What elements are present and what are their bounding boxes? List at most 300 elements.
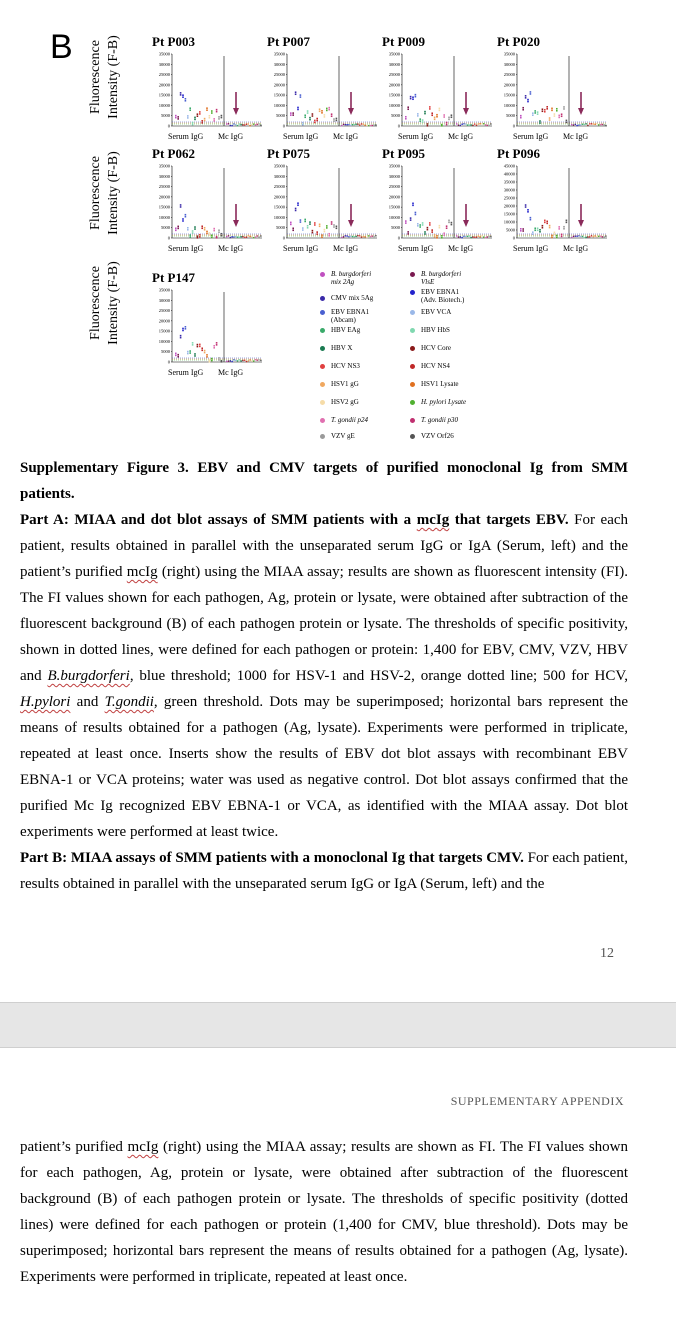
legend-marker xyxy=(410,346,415,351)
data-point xyxy=(422,119,424,121)
data-point xyxy=(242,236,243,237)
data-point xyxy=(312,232,314,234)
data-point xyxy=(520,228,522,230)
legend-marker xyxy=(410,290,415,295)
data-point xyxy=(258,123,259,124)
data-point xyxy=(197,344,199,346)
x-group-label-serum: Serum IgG xyxy=(168,368,204,377)
y-tick-label: 0 xyxy=(282,235,285,241)
data-point xyxy=(180,204,182,206)
data-point xyxy=(525,204,527,206)
data-point xyxy=(295,208,297,210)
data-point xyxy=(206,356,208,358)
data-point xyxy=(368,235,369,236)
data-point xyxy=(197,113,199,115)
data-point xyxy=(249,359,250,360)
legend-label: EBV EBNA1 (Abcam) xyxy=(331,308,370,324)
data-point xyxy=(456,235,457,236)
data-point xyxy=(300,96,302,98)
data-point xyxy=(297,202,299,204)
data-point xyxy=(248,235,249,236)
data-point xyxy=(476,125,477,126)
data-point xyxy=(228,361,229,362)
data-point xyxy=(242,360,243,361)
data-point xyxy=(218,116,220,118)
legend-marker xyxy=(320,272,325,277)
data-point xyxy=(573,236,574,237)
arrow-head xyxy=(233,108,239,115)
data-point xyxy=(307,112,309,114)
data-point xyxy=(527,99,529,101)
y-tick-label: 20000 xyxy=(388,82,400,88)
arrow-head xyxy=(578,220,584,227)
data-point xyxy=(290,222,292,224)
data-point xyxy=(304,219,306,221)
data-point xyxy=(539,229,541,231)
legend-label: VZV gE xyxy=(331,432,355,440)
data-point xyxy=(481,235,482,236)
data-point xyxy=(307,110,309,112)
panel-title: Pt P062 xyxy=(152,146,195,161)
data-point xyxy=(598,124,599,125)
data-point xyxy=(180,92,182,94)
legend-item xyxy=(410,398,550,406)
data-point xyxy=(542,108,544,110)
data-point xyxy=(539,120,541,122)
data-point xyxy=(192,122,194,124)
y-axis-label-row1: Fluorescence Intensity (F-B) xyxy=(88,35,121,119)
data-point xyxy=(461,124,462,125)
data-point xyxy=(211,358,213,360)
legend-item xyxy=(410,362,550,370)
legend-marker xyxy=(410,418,415,423)
data-point xyxy=(363,236,364,237)
data-point xyxy=(554,115,556,117)
data-point xyxy=(237,237,238,238)
data-point xyxy=(483,236,484,237)
data-point xyxy=(257,235,258,236)
data-point xyxy=(260,360,261,361)
x-group-label-mc: Mc IgG xyxy=(333,132,359,141)
figure-panel-letter: B xyxy=(50,28,73,66)
data-point xyxy=(417,115,419,117)
data-point xyxy=(348,236,349,237)
chart-panel xyxy=(380,146,502,256)
data-point xyxy=(448,222,450,224)
data-point xyxy=(441,235,443,237)
y-tick-label: 15000 xyxy=(273,204,285,210)
caption-part-a-body: For each patient, results obtained in parallel with the unseparated serum IgG or IgA (Serum, left) and the patient’s purified mcIg (right) using the MIAA assay; results are shown as fluorescent intensity (FI). The FI values shown for each pathogen, Ag, protein or lysate, were obtained after subtraction of the fluorescent background (B) of each pathogen protein or lysate. The thresholds of specific positivity, shown in dotted lines, were defined for each pathogen or protein: 1,400 for EBV, CMV, VZV, HBV and B.burgdorferi, blue threshold; 1000 for HSV-1 and HSV-2, orange dotted line; 500 for HCV, H.pylori and T.gondii, green threshold. Dots may be superimposed; horizontal bars represent the means of results obtained for a pathogen (Ag, lysate). Experiments were performed in triplicate, repeated at least once. Inserts show the results of EBV dot blot assays with recombinant EBV EBNA-1 or VCA proteins; water was used as negative control. Dot blot assays confirmed that the purified Mc Ig recognized EBV EBNA-1 or VCA, as identified with the MIAA assay. Dot blot experiments were performed at least twice. xyxy=(20,512,629,840)
panel-plot xyxy=(265,162,381,242)
y-tick-label: 30000 xyxy=(273,173,285,179)
data-point xyxy=(314,120,316,122)
data-point xyxy=(441,125,443,127)
y-tick-label: 30000 xyxy=(273,61,285,67)
data-point xyxy=(231,125,232,126)
data-point xyxy=(309,119,311,121)
y-tick-label: 20000 xyxy=(273,82,285,88)
legend-marker xyxy=(320,310,325,315)
y-tick-label: 15000 xyxy=(388,204,400,210)
y-axis-label-row3: Fluorescence Intensity (F-B) xyxy=(88,261,121,345)
arrow-head xyxy=(463,220,469,227)
data-point xyxy=(187,351,189,353)
data-point xyxy=(575,235,576,236)
data-point xyxy=(211,110,213,112)
data-point xyxy=(319,223,321,225)
data-point xyxy=(537,229,539,231)
y-tick-label: 15000 xyxy=(158,204,170,210)
data-point xyxy=(230,360,231,361)
data-point xyxy=(549,227,551,229)
data-point xyxy=(474,237,475,238)
data-point xyxy=(314,122,316,124)
data-point xyxy=(206,354,208,356)
page-separator xyxy=(0,1002,676,1048)
chart-panel xyxy=(150,34,272,144)
data-point xyxy=(295,93,297,95)
data-point xyxy=(255,359,256,360)
y-tick-label: 5000 xyxy=(161,113,170,119)
data-point xyxy=(361,123,362,124)
caption-part-b-body: For each patient, results obtained in parallel with the unseparated serum IgG or IgA (Serum, left) and the xyxy=(20,850,629,892)
data-point xyxy=(522,230,524,232)
data-point xyxy=(336,118,338,120)
y-tick-label: 20000 xyxy=(158,82,170,88)
data-point xyxy=(478,123,479,124)
x-group-label-mc: Mc IgG xyxy=(563,132,589,141)
data-point xyxy=(458,236,459,237)
legend-marker xyxy=(410,272,415,277)
data-point xyxy=(366,237,367,238)
data-point xyxy=(175,353,177,355)
y-tick-label: 35000 xyxy=(503,51,515,57)
data-point xyxy=(350,125,351,126)
data-point xyxy=(204,227,206,229)
data-point xyxy=(199,236,201,238)
data-point xyxy=(233,236,234,237)
data-point xyxy=(199,344,201,346)
data-point xyxy=(429,106,431,108)
data-point xyxy=(253,237,254,238)
y-tick-label: 0 xyxy=(282,123,285,129)
data-point xyxy=(589,236,590,237)
legend-marker xyxy=(410,310,415,315)
data-point xyxy=(472,125,473,126)
data-point xyxy=(244,124,245,125)
data-point xyxy=(216,109,218,111)
data-point xyxy=(319,110,321,112)
data-point xyxy=(199,346,201,348)
data-point xyxy=(235,124,236,125)
data-point xyxy=(578,235,579,236)
data-point xyxy=(316,120,318,122)
data-point xyxy=(600,124,601,125)
y-tick-label: 20000 xyxy=(273,194,285,200)
data-point xyxy=(582,236,583,237)
data-point xyxy=(239,359,240,360)
data-point xyxy=(221,361,223,363)
data-point xyxy=(192,230,194,232)
data-point xyxy=(429,222,431,224)
data-point xyxy=(566,220,568,222)
data-point xyxy=(431,114,433,116)
data-point xyxy=(546,223,548,225)
data-point xyxy=(571,124,572,125)
data-point xyxy=(175,115,177,117)
data-point xyxy=(180,335,182,337)
y-tick-label: 5000 xyxy=(276,225,285,231)
data-point xyxy=(485,237,486,238)
caption-part-a xyxy=(20,507,628,845)
data-point xyxy=(605,235,606,236)
data-point xyxy=(487,125,488,126)
data-point xyxy=(304,114,306,116)
data-point xyxy=(598,236,599,237)
y-tick-label: 35000 xyxy=(388,51,400,57)
data-point xyxy=(532,231,534,233)
data-point xyxy=(185,216,187,218)
data-point xyxy=(467,236,468,237)
data-point xyxy=(412,98,414,100)
data-point xyxy=(336,120,338,122)
y-tick-label: 10000 xyxy=(158,338,170,344)
chart-panel xyxy=(380,34,502,144)
data-point xyxy=(488,125,489,126)
data-point xyxy=(319,225,321,227)
page-number: 12 xyxy=(600,946,614,961)
y-tick-label: 25000 xyxy=(273,72,285,78)
data-point xyxy=(218,359,220,361)
data-point xyxy=(591,123,592,124)
legend-label: HBV HbS xyxy=(421,326,450,334)
data-point xyxy=(527,211,529,213)
data-point xyxy=(465,123,466,124)
data-point xyxy=(333,118,335,120)
data-point xyxy=(431,231,433,233)
data-point xyxy=(451,222,453,224)
data-point xyxy=(204,352,206,354)
data-point xyxy=(240,360,241,361)
data-point xyxy=(185,98,187,100)
y-tick-label: 25000 xyxy=(158,72,170,78)
y-tick-label: 30000 xyxy=(503,61,515,67)
data-point xyxy=(366,125,367,126)
data-point xyxy=(292,114,294,116)
data-point xyxy=(312,115,314,117)
data-point xyxy=(314,224,316,226)
data-point xyxy=(249,125,250,126)
data-point xyxy=(481,123,482,124)
data-point xyxy=(182,328,184,330)
data-point xyxy=(297,204,299,206)
data-point xyxy=(295,91,297,93)
data-point xyxy=(417,113,419,115)
legend-label: T. gondii p30 xyxy=(421,416,459,424)
data-point xyxy=(221,115,223,117)
data-point xyxy=(542,225,544,227)
y-tick-label: 20000 xyxy=(503,203,515,209)
data-point xyxy=(235,360,236,361)
data-point xyxy=(419,120,421,122)
legend-item xyxy=(410,380,550,388)
data-point xyxy=(237,360,238,361)
data-point xyxy=(346,124,347,125)
data-point xyxy=(177,228,179,230)
y-tick-label: 30000 xyxy=(503,187,515,193)
data-point xyxy=(451,116,453,118)
data-point xyxy=(185,100,187,102)
data-point xyxy=(333,224,335,226)
data-point xyxy=(410,219,412,221)
data-point xyxy=(549,117,551,119)
data-point xyxy=(309,221,311,223)
data-point xyxy=(469,235,470,236)
chart-panel xyxy=(495,34,617,144)
data-point xyxy=(258,236,259,237)
data-point xyxy=(537,227,539,229)
panel-title: Pt P007 xyxy=(267,34,310,49)
data-point xyxy=(463,236,464,237)
data-point xyxy=(458,125,459,126)
data-point xyxy=(302,229,304,231)
data-point xyxy=(431,112,433,114)
data-point xyxy=(324,229,326,231)
data-point xyxy=(333,226,335,228)
data-point xyxy=(228,123,229,124)
data-point xyxy=(328,235,330,237)
legend-marker xyxy=(320,364,325,369)
data-point xyxy=(251,124,252,125)
data-point xyxy=(479,123,480,124)
data-point xyxy=(602,236,603,237)
data-point xyxy=(213,347,215,349)
data-point xyxy=(204,118,206,120)
data-point xyxy=(248,360,249,361)
y-tick-label: 5000 xyxy=(391,113,400,119)
panel-plot xyxy=(495,50,611,130)
data-point xyxy=(525,95,527,97)
y-tick-label: 5000 xyxy=(506,113,515,119)
caption-title: Supplementary Figure 3. EBV and CMV targets of purified monoclonal Ig from SMM patients. xyxy=(20,460,628,502)
data-point xyxy=(551,108,553,110)
y-tick-label: 35000 xyxy=(273,163,285,169)
data-point xyxy=(587,125,588,126)
y-tick-label: 25000 xyxy=(388,184,400,190)
data-point xyxy=(429,108,431,110)
data-point xyxy=(328,107,330,109)
data-point xyxy=(255,124,256,125)
y-tick-label: 10000 xyxy=(158,214,170,220)
data-point xyxy=(375,235,376,236)
data-point xyxy=(343,124,344,125)
data-point xyxy=(427,229,429,231)
panel-title: Pt P075 xyxy=(267,146,310,161)
data-point xyxy=(602,124,603,125)
y-tick-label: 20000 xyxy=(158,318,170,324)
legend-marker xyxy=(320,328,325,333)
data-point xyxy=(216,111,218,113)
data-point xyxy=(331,113,333,115)
data-point xyxy=(182,96,184,98)
data-point xyxy=(297,107,299,109)
data-point xyxy=(333,120,335,122)
data-point xyxy=(594,124,595,125)
data-point xyxy=(314,222,316,224)
data-point xyxy=(348,124,349,125)
data-point xyxy=(490,236,491,237)
data-point xyxy=(370,125,371,126)
data-point xyxy=(204,350,206,352)
data-point xyxy=(228,235,229,236)
y-tick-label: 10000 xyxy=(388,102,400,108)
data-point xyxy=(446,225,448,227)
data-point xyxy=(539,122,541,124)
data-point xyxy=(372,235,373,236)
data-point xyxy=(600,235,601,236)
data-point xyxy=(415,212,417,214)
data-point xyxy=(345,235,346,236)
x-group-label-mc: Mc IgG xyxy=(448,244,474,253)
data-point xyxy=(253,123,254,124)
data-point xyxy=(235,236,236,237)
legend-item xyxy=(410,326,550,334)
y-tick-label: 5000 xyxy=(161,349,170,355)
data-point xyxy=(341,237,342,238)
legend-label: HCV Core xyxy=(421,344,452,352)
data-point xyxy=(551,235,553,237)
data-point xyxy=(244,360,245,361)
data-point xyxy=(230,237,231,238)
data-point xyxy=(373,124,374,125)
data-point xyxy=(544,109,546,111)
data-point xyxy=(211,360,213,362)
chart-panel xyxy=(265,34,387,144)
data-point xyxy=(246,361,247,362)
figure-caption xyxy=(20,455,628,897)
data-point xyxy=(436,237,438,239)
data-point xyxy=(206,107,208,109)
data-point xyxy=(309,223,311,225)
data-point xyxy=(605,125,606,126)
legend-label: B. burgdorferi VlsE xyxy=(421,270,462,286)
arrow-head xyxy=(348,220,354,227)
data-point xyxy=(290,114,292,116)
legend-label: HCV NS3 xyxy=(331,362,360,370)
legend-marker xyxy=(410,382,415,387)
y-tick-label: 0 xyxy=(397,235,400,241)
data-point xyxy=(593,236,594,237)
data-point xyxy=(561,113,563,115)
data-point xyxy=(591,235,592,236)
data-point xyxy=(209,117,211,119)
data-point xyxy=(558,115,560,117)
x-group-label-serum: Serum IgG xyxy=(513,244,549,253)
data-point xyxy=(302,122,304,124)
data-point xyxy=(218,231,220,233)
y-tick-label: 15000 xyxy=(273,92,285,98)
legend-label: EBV VCA xyxy=(421,308,452,316)
data-point xyxy=(603,236,604,237)
data-point xyxy=(352,124,353,125)
legend-marker xyxy=(320,418,325,423)
legend-marker xyxy=(410,434,415,439)
data-point xyxy=(522,228,524,230)
data-point xyxy=(419,226,421,228)
data-point xyxy=(343,236,344,237)
data-point xyxy=(307,227,309,229)
data-point xyxy=(410,217,412,219)
